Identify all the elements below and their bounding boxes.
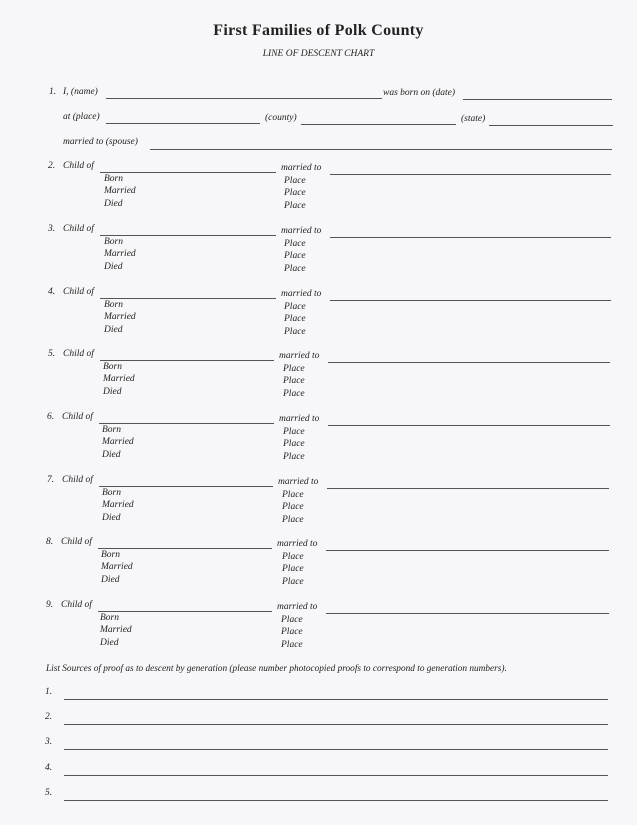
- married-to-label: married to: [277, 602, 318, 612]
- generation-section-7: [0, 475, 637, 537]
- died-place-label: Place: [284, 327, 306, 337]
- generation-number: 2.: [48, 161, 56, 171]
- child-of-field[interactable]: [100, 298, 276, 299]
- child-of-field[interactable]: [99, 486, 273, 487]
- page-title: First Families of Polk County: [213, 22, 424, 39]
- sources-instruction: List Sources of proof as to descent by generation (please number photocopied proofs to correspond to generation numbers).: [46, 664, 507, 674]
- born-label: Born: [104, 237, 123, 247]
- died-label: Died: [102, 513, 121, 523]
- name-label: I, (name): [63, 87, 98, 97]
- generation-number: 7.: [47, 475, 55, 485]
- died-label: Died: [100, 638, 119, 648]
- died-place-label: Place: [284, 201, 306, 211]
- born-place-label: Place: [284, 239, 306, 249]
- married-place-label: Place: [283, 439, 305, 449]
- born-label: Born: [101, 550, 120, 560]
- married-to-field[interactable]: [330, 174, 611, 175]
- state-label: (state): [461, 114, 486, 124]
- married-label: Married: [104, 186, 136, 196]
- source-line-number-2: 2.: [45, 712, 53, 722]
- generation-section-8: [0, 537, 637, 599]
- child-of-field[interactable]: [98, 548, 272, 549]
- died-place-label: Place: [284, 264, 306, 274]
- born-label: Born: [100, 613, 119, 623]
- married-label: Married: [100, 625, 132, 635]
- place-label: at (place): [63, 112, 100, 122]
- born-place-label: Place: [284, 302, 306, 312]
- died-label: Died: [102, 450, 121, 460]
- generation-section-5: [0, 349, 637, 411]
- married-to-field[interactable]: [328, 362, 610, 363]
- generation-section-3: [0, 224, 637, 286]
- married-label: Married: [101, 562, 133, 572]
- chart-subtitle: LINE OF DESCENT CHART: [262, 49, 375, 59]
- county-label: (county): [265, 113, 297, 123]
- source-field-2[interactable]: [64, 724, 608, 725]
- married-to-label: married to: [279, 351, 320, 361]
- married-to-label: married to: [281, 289, 322, 299]
- child-of-field[interactable]: [99, 423, 274, 424]
- born-place-label: Place: [284, 176, 306, 186]
- born-date-field[interactable]: [463, 99, 612, 100]
- married-to-label: married to: [281, 163, 322, 173]
- born-label: Born: [102, 488, 121, 498]
- died-place-label: Place: [283, 389, 305, 399]
- married-to-field[interactable]: [327, 488, 609, 489]
- married-to-label: married to: [281, 226, 322, 236]
- married-to-field[interactable]: [330, 300, 611, 301]
- born-place-label: Place: [281, 615, 303, 625]
- child-of-label: Child of: [63, 161, 94, 171]
- child-of-label: Child of: [63, 224, 94, 234]
- source-field-4[interactable]: [64, 775, 608, 776]
- generation-number: 3.: [48, 224, 56, 234]
- generation-number: 5.: [48, 349, 56, 359]
- born-place-label: Place: [282, 490, 304, 500]
- generation-number: 4.: [48, 287, 56, 297]
- born-date-label: was born on (date): [383, 88, 456, 98]
- child-of-label: Child of: [62, 475, 93, 485]
- child-of-label: Child of: [61, 537, 92, 547]
- generation-number: 8.: [46, 537, 54, 547]
- source-line-number-4: 4.: [45, 763, 53, 773]
- child-of-label: Child of: [63, 349, 94, 359]
- child-of-label: Child of: [62, 412, 93, 422]
- married-to-label: married to: [279, 414, 320, 424]
- died-label: Died: [103, 387, 122, 397]
- married-place-label: Place: [282, 564, 304, 574]
- place-field[interactable]: [106, 123, 260, 124]
- born-place-label: Place: [283, 427, 305, 437]
- source-field-3[interactable]: [64, 749, 608, 750]
- married-label: Married: [102, 437, 134, 447]
- generation-section-4: [0, 287, 637, 349]
- child-of-field[interactable]: [98, 611, 272, 612]
- married-label: Married: [104, 312, 136, 322]
- died-place-label: Place: [281, 640, 303, 650]
- married-to-label: married to: [277, 539, 318, 549]
- died-label: Died: [104, 262, 123, 272]
- married-place-label: Place: [284, 314, 306, 324]
- born-label: Born: [104, 174, 123, 184]
- child-of-label: Child of: [61, 600, 92, 610]
- child-of-label: Child of: [63, 287, 94, 297]
- married-to-field[interactable]: [330, 237, 611, 238]
- name-field[interactable]: [106, 98, 382, 99]
- died-label: Died: [104, 199, 123, 209]
- married-label: Married: [104, 249, 136, 259]
- married-place-label: Place: [282, 502, 304, 512]
- married-label: Married: [102, 500, 134, 510]
- born-label: Born: [104, 300, 123, 310]
- married-to-label: married to: [278, 477, 319, 487]
- child-of-field[interactable]: [100, 235, 276, 236]
- source-line-number-3: 3.: [45, 737, 53, 747]
- married-place-label: Place: [283, 376, 305, 386]
- died-label: Died: [101, 575, 120, 585]
- born-place-label: Place: [283, 364, 305, 374]
- child-of-field[interactable]: [100, 172, 276, 173]
- spouse-label: married to (spouse): [63, 137, 138, 147]
- source-field-1[interactable]: [64, 699, 608, 700]
- died-place-label: Place: [282, 515, 304, 525]
- born-place-label: Place: [282, 552, 304, 562]
- line1-number: 1.: [49, 87, 57, 97]
- generation-section-9: [0, 600, 637, 662]
- spouse-field[interactable]: [150, 149, 612, 150]
- married-to-field[interactable]: [326, 613, 609, 614]
- married-place-label: Place: [284, 188, 306, 198]
- generation-number: 9.: [46, 600, 54, 610]
- source-field-5[interactable]: [64, 800, 608, 801]
- married-label: Married: [103, 374, 135, 384]
- died-place-label: Place: [283, 452, 305, 462]
- generation-section-6: [0, 412, 637, 474]
- source-line-number-5: 5.: [45, 788, 53, 798]
- born-label: Born: [103, 362, 122, 372]
- born-label: Born: [102, 425, 121, 435]
- county-field[interactable]: [301, 124, 456, 125]
- died-label: Died: [104, 325, 123, 335]
- married-to-field[interactable]: [326, 550, 609, 551]
- generation-section-2: [0, 161, 637, 223]
- married-to-field[interactable]: [328, 425, 610, 426]
- source-line-number-1: 1.: [45, 687, 53, 697]
- married-place-label: Place: [284, 251, 306, 261]
- state-field[interactable]: [489, 125, 613, 126]
- died-place-label: Place: [282, 577, 304, 587]
- child-of-field[interactable]: [100, 360, 274, 361]
- generation-number: 6.: [47, 412, 55, 422]
- married-place-label: Place: [281, 627, 303, 637]
